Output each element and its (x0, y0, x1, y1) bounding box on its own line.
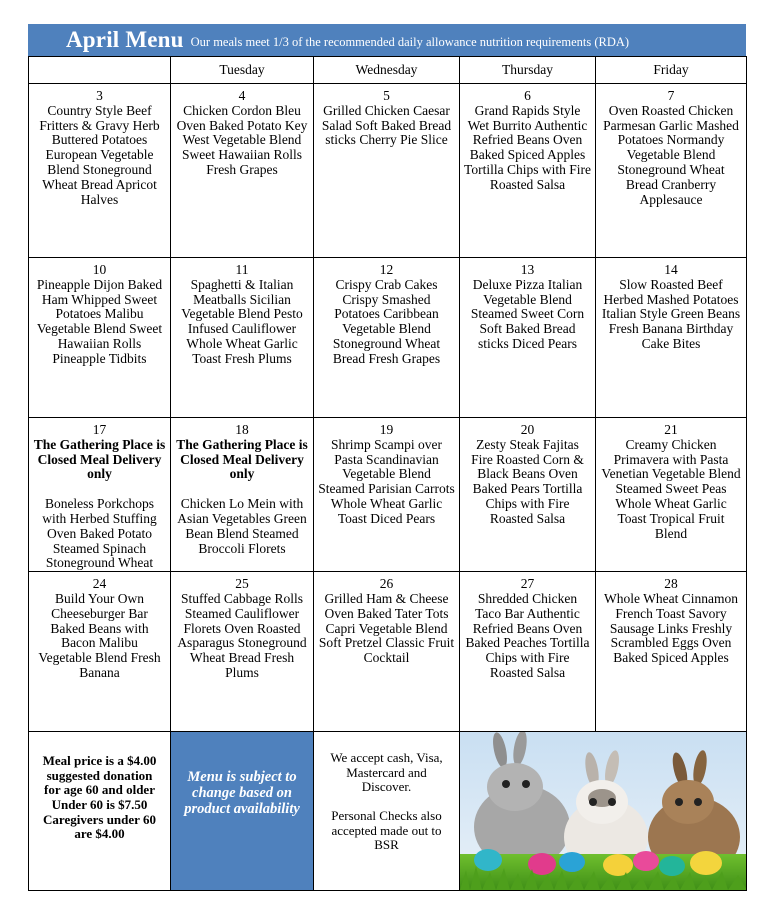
day-cell (460, 84, 596, 258)
day-menu: Grilled Ham & Cheese Oven Baked Tater Tots Capri Vegetable Blend Soft Pretzel Classic Fruit Cocktail (318, 590, 455, 666)
menu-calendar (28, 56, 747, 891)
day-cell (171, 572, 314, 732)
weekday-header (29, 57, 171, 84)
day-menu: Creamy Chicken Primavera with Pasta Venetian Vegetable Blend Steamed Sweet Peas Whole Wheat Garlic Toast Tropical Fruit Blend (601, 436, 741, 541)
menu-subtitle: Our meals meet 1/3 of the recommended daily allowance nutrition requirements (RDA) (190, 34, 630, 49)
weekday-header-row (29, 57, 747, 84)
day-cell (460, 418, 596, 572)
day-cell (596, 258, 747, 418)
day-menu: Shredded Chicken Taco Bar Authentic Refried Beans Oven Baked Peaches Tortilla Chips with Fire Roasted Salsa (465, 590, 590, 680)
day-cell (314, 572, 460, 732)
day-menu: Whole Wheat Cinnamon French Toast Savory Sausage Links Freshly Scrambled Eggs Oven Baked Spiced Apples (604, 590, 738, 666)
day-menu: Spaghetti & Italian Meatballs Sicilian Vegetable Blend Pesto Infused Cauliflower Whole Wheat Garlic Toast Fresh Plums (181, 276, 303, 366)
weekday-header: Wednesday (314, 57, 460, 84)
day-number: 5 (383, 88, 390, 103)
day-number: 14 (664, 262, 678, 277)
menu-banner (28, 24, 746, 56)
day-menu: Crispy Crab Cakes Crispy Smashed Potatoes Caribbean Vegetable Blend Stoneground Wheat Bread Fresh Grapes (332, 276, 441, 366)
day-menu: Grand Rapids Style Wet Burrito Authentic Refried Beans Oven Baked Spiced Apples Tortilla Chips with Fire Roasted Salsa (464, 102, 591, 192)
week-row (29, 84, 747, 258)
day-number: 25 (235, 576, 249, 592)
day-menu: Oven Roasted Chicken Parmesan Garlic Mashed Potatoes Normandy Vegetable Blend Stoneground Wheat Bread Cranberry Applesauce (603, 102, 739, 207)
day-number: 10 (92, 262, 107, 277)
week-row (29, 418, 747, 572)
payment-cell (314, 732, 460, 891)
day-menu: Grilled Chicken Caesar Salad Soft Baked Bread sticks Cherry Pie Slice (321, 102, 452, 148)
easter-image-cell (460, 732, 747, 891)
day-cell (460, 258, 596, 418)
easter-bunnies-image (460, 732, 746, 890)
day-number: 3 (96, 88, 103, 103)
menu-title: April Menu (66, 27, 184, 52)
footer-row (29, 732, 747, 891)
day-menu: Build Your Own Cheeseburger Bar Baked Beans with Bacon Malibu Vegetable Blend Fresh Banana (38, 590, 161, 680)
day-cell (314, 258, 460, 418)
day-number: 6 (524, 88, 531, 103)
day-menu: Boneless Porkchops with Herbed Stuffing Oven Baked Potato Steamed Spinach Stoneground Wheat (42, 496, 157, 571)
day-cell (596, 418, 747, 572)
day-number: 4 (238, 88, 246, 103)
closed-notice: The Gathering Place is Closed Meal Delivery only (33, 436, 166, 482)
day-menu: Chicken Cordon Bleu Oven Baked Potato Key West Vegetable Blend Sweet Hawaiian Rolls Fresh Grapes (176, 102, 308, 177)
day-cell (460, 572, 596, 732)
day-number: 27 (520, 576, 535, 592)
day-menu: Zesty Steak Fajitas Fire Roasted Corn & Black Beans Oven Baked Pears Tortilla Chips with Fire Roasted Salsa (471, 436, 584, 526)
day-menu: Shrimp Scampi over Pasta Scandinavian Vegetable Blend Steamed Parisian Carrots Whole Wheat Garlic Toast Diced Pears (318, 436, 455, 526)
day-number: 24 (92, 576, 107, 592)
price-cell (29, 732, 171, 891)
meal-price-info: Meal price is a $4.00 suggested donation for age 60 and older Under 60 is $7.50 Caregivers under 60 are $4.00 (42, 753, 157, 842)
day-cell (596, 84, 747, 258)
day-cell (314, 418, 460, 572)
day-cell (596, 572, 747, 732)
day-menu: Chicken Lo Mein with Asian Vegetables Green Bean Blend Steamed Broccoli Florets (177, 496, 307, 556)
day-menu: Slow Roasted Beef Herbed Mashed Potatoes Italian Style Green Beans Fresh Banana Birthday Cake Bites (601, 276, 741, 351)
day-cell (29, 418, 171, 572)
day-number: 18 (235, 422, 249, 437)
day-menu: Deluxe Pizza Italian Vegetable Blend Steamed Sweet Corn Soft Baked Bread sticks Diced Pears (470, 276, 585, 351)
menu-change-notice: Menu is subject to change based on product availability (184, 769, 300, 818)
check-policy: Personal Checks also accepted made out to BSR (331, 807, 442, 853)
day-menu: Country Style Beef Fritters & Gravy Herb Buttered Potatoes European Vegetable Blend Stoneground Wheat Bread Apricot Halves (39, 102, 160, 207)
day-number: 28 (664, 576, 678, 592)
notice-cell (171, 732, 314, 891)
closed-notice: The Gathering Place is Closed Meal Delivery only (176, 436, 308, 482)
day-menu: Pineapple Dijon Baked Ham Whipped Sweet Potatoes Malibu Vegetable Blend Sweet Hawaiian Rolls Pineapple Tidbits (36, 276, 163, 366)
day-menu: Stuffed Cabbage Rolls Steamed Cauliflower Florets Oven Roasted Asparagus Stoneground Wheat Bread Fresh Plums (177, 590, 307, 680)
day-cell (171, 258, 314, 418)
day-cell (314, 84, 460, 258)
day-number: 17 (92, 422, 107, 437)
day-number: 26 (379, 576, 394, 592)
weekday-header: Tuesday (171, 57, 314, 84)
day-number: 21 (664, 422, 678, 437)
day-number: 20 (520, 422, 535, 437)
day-cell (29, 258, 171, 418)
week-row (29, 572, 747, 732)
payment-methods: We accept cash, Visa, Mastercard and Discover. (330, 750, 443, 795)
day-number: 12 (379, 262, 394, 277)
day-cell (171, 84, 314, 258)
day-cell (29, 572, 171, 732)
weekday-header: Friday (596, 57, 747, 84)
day-number: 13 (520, 262, 535, 277)
week-row (29, 258, 747, 418)
day-cell (171, 418, 314, 572)
day-number: 19 (379, 422, 394, 437)
day-number: 7 (667, 88, 675, 103)
weekday-header: Thursday (460, 57, 596, 84)
day-cell (29, 84, 171, 258)
day-number: 11 (235, 262, 249, 277)
